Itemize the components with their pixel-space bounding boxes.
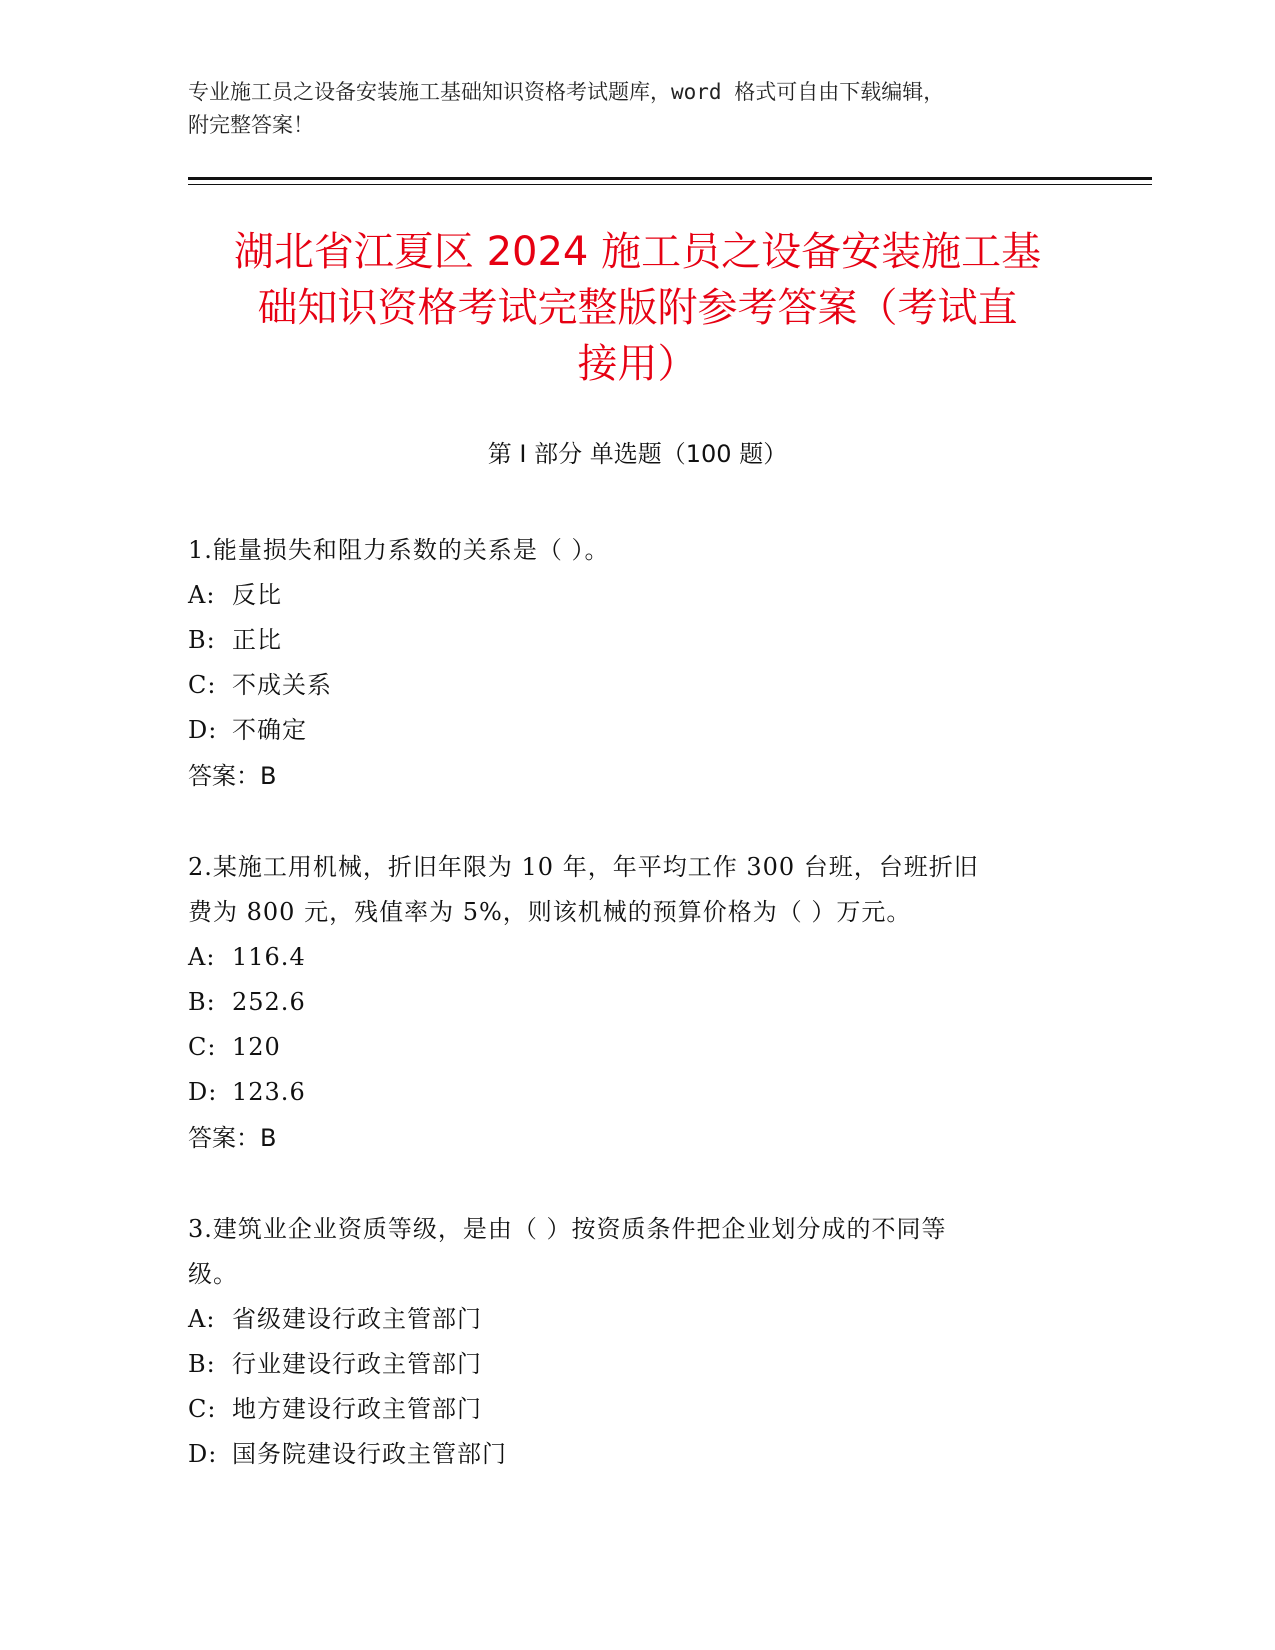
option-d	[188, 1432, 1088, 1477]
document-title-line: 础知识资格考试完整版附参考答案（考试直	[257, 285, 1018, 331]
option-b	[188, 618, 1088, 663]
option-text: 国务院建设行政主管部门	[232, 1440, 507, 1468]
option-text: 省级建设行政主管部门	[232, 1305, 482, 1333]
option-b	[188, 980, 1088, 1025]
option-key: C:	[188, 1395, 217, 1423]
header-note	[188, 76, 1088, 142]
option-text: 123.6	[232, 1078, 306, 1106]
option-key: A:	[188, 1305, 216, 1333]
question-stem: 2.某施工用机械，折旧年限为 10 年，年平均工作 300 台班，台班折旧	[188, 853, 979, 881]
option-text: 不确定	[232, 716, 307, 744]
option-key: D:	[188, 1440, 218, 1468]
option-c	[188, 1025, 1088, 1070]
option-b	[188, 1342, 1088, 1387]
question-stem: 3.建筑业企业资质等级，是由（ ）按资质条件把企业划分成的不同等	[188, 1215, 947, 1243]
option-key: A:	[188, 943, 216, 971]
option-key: D:	[188, 716, 218, 744]
option-a	[188, 573, 1088, 618]
option-key: C:	[188, 1033, 217, 1061]
option-key: B:	[188, 1350, 216, 1378]
option-c	[188, 1387, 1088, 1432]
option-c	[188, 663, 1088, 708]
option-text: 252.6	[232, 988, 306, 1016]
option-text: 行业建设行政主管部门	[232, 1350, 482, 1378]
option-key: A:	[188, 581, 216, 609]
option-d	[188, 1070, 1088, 1115]
option-key: B:	[188, 988, 216, 1016]
answer-line: 答案：B	[188, 1124, 277, 1152]
option-text: 反比	[232, 581, 282, 609]
option-key: B:	[188, 626, 216, 654]
question-stem: 1.能量损失和阻力系数的关系是（ ）。	[188, 536, 610, 564]
header-divider-thin	[188, 184, 1152, 185]
question-3	[188, 1207, 1088, 1477]
option-key: C:	[188, 671, 217, 699]
question-2	[188, 845, 1088, 1161]
option-text: 120	[232, 1033, 281, 1061]
option-key: D:	[188, 1078, 218, 1106]
option-text: 地方建设行政主管部门	[232, 1395, 482, 1423]
option-d	[188, 708, 1088, 753]
header-note-line: 专业施工员之设备安装施工基础知识资格考试题库，word 格式可自由下载编辑，	[188, 80, 945, 104]
document-title-line: 接用）	[577, 341, 698, 387]
question-stem: 级。	[188, 1260, 238, 1288]
option-a	[188, 1297, 1088, 1342]
section-heading: 第 I 部分 单选题（100 题）	[487, 440, 788, 468]
question-list	[188, 528, 1088, 1523]
question-1	[188, 528, 1088, 799]
option-text: 116.4	[232, 943, 306, 971]
document-title	[150, 224, 1125, 392]
header-note-line: 附完整答案！	[188, 113, 314, 137]
option-text: 正比	[232, 626, 282, 654]
header-divider-thick	[188, 177, 1152, 180]
question-stem: 费为 800 元，残值率为 5%，则该机械的预算价格为（ ）万元。	[188, 898, 912, 926]
option-a	[188, 935, 1088, 980]
document-title-line: 湖北省江夏区 2024 施工员之设备安装施工基	[233, 229, 1042, 275]
answer-line: 答案：B	[188, 762, 277, 790]
option-text: 不成关系	[232, 671, 332, 699]
